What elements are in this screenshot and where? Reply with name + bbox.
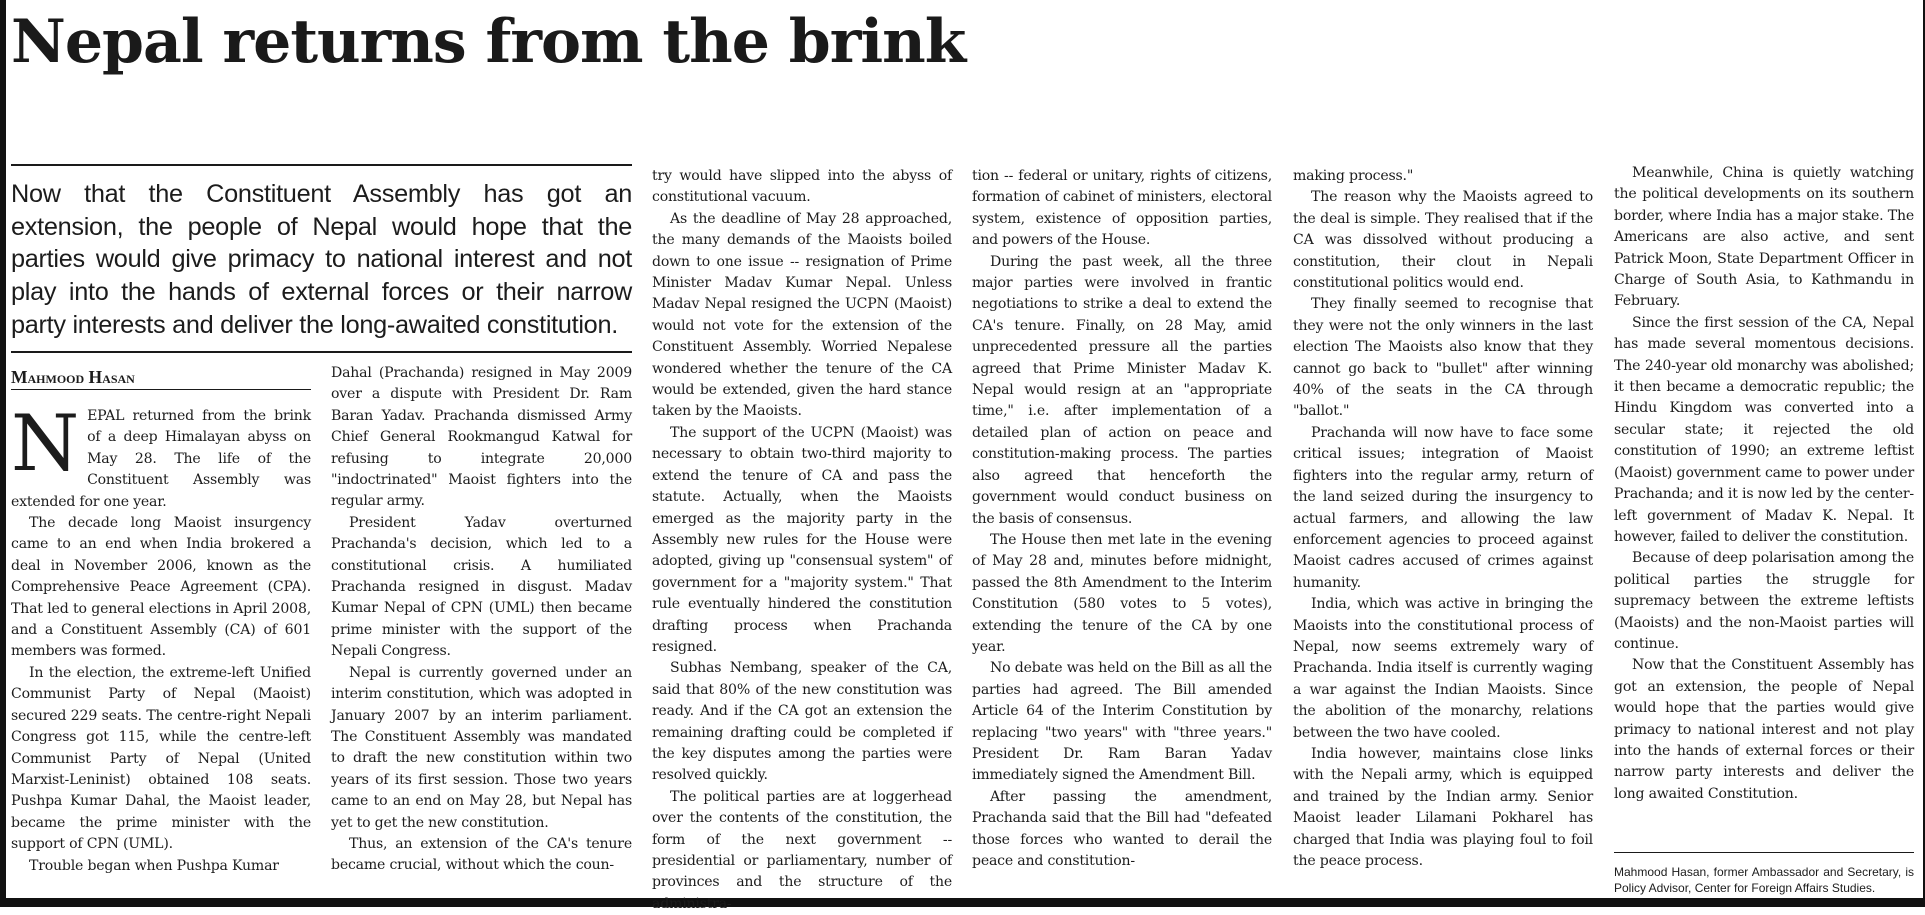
article-column-2 bbox=[331, 363, 632, 898]
headline: Nepal returns from the brink bbox=[11, 7, 966, 77]
article-paragraph: Subhas Nembang, speaker of the CA, said that 80% of the new constitution was ready. And if the CA got an extension the remaining drafting could be completed if the key disputes among the parties were resolved quickly. bbox=[652, 660, 952, 784]
author-note: Mahmood Hasan, former Ambassador and Secretary, is Policy Advisor, Center for Foreign Affairs Studies. bbox=[1614, 865, 1914, 895]
article-paragraph: Now that the Constituent Assembly has got an extension, the people of Nepal would hope that the parties would give primacy to national interest and not play into the hands of external forces or their narrow party interests and deliver the long awaited Constitution. bbox=[1614, 657, 1914, 802]
article-paragraph: The House then met late in the evening of May 28 and, minutes before midnight, passed the 8th Amendment to the Interim Constitution (580 votes to 5 votes), extending the tenure of the CA by one year. bbox=[972, 531, 1272, 655]
article-paragraph: After passing the amendment, Prachanda said that the Bill had "defeated those forces who wanted to derail the peace and constitution- bbox=[972, 788, 1272, 869]
article-paragraph: making process." bbox=[1293, 168, 1414, 184]
article-paragraph: As the deadline of May 28 approached, the many demands of the Maoists boiled down to one issue -- resignation of Prime Minister Madav Kumar Nepal. Unless Madav Nepal resigned the UCPN (Maoist) would not vote for the extension of the Constituent Assembly. Worried Nepalese wondered whether the tenure of the CA would be extended, given the hard stance taken by the Maoists. bbox=[652, 210, 952, 420]
page-left-border bbox=[0, 0, 6, 907]
article-paragraph: India however, maintains close links with the Nepali army, which is equipped and trained by the Indian army. Senior Maoist leader Lilamani Pokharel has charged that India was playing foul to foil the peace process. bbox=[1293, 745, 1593, 869]
article-paragraph: Since the first session of the CA, Nepal has made several momentous decisions. The 240-year old monarchy was abolished; it then became a democratic republic; the Hindu Kingdom was converted into a secular state; it rejected the old constitution of 1990; an extreme leftist (Maoist) government came to power under Prachanda; and it is now led by the center-left government of Madav K. Nepal. It however, failed to deliver the constitution. bbox=[1614, 314, 1914, 545]
article-paragraph: NEPAL returned from the brink of a deep Himalayan abyss on May 28. The life of the Constituent Assembly was extended for one year. bbox=[11, 399, 311, 510]
article-paragraph: Prachanda will now have to face some critical issues; integration of Maoist fighters into the regular army, return of the land seized during the insurgency to actual farmers, and allowing the law enforcement agencies to proceed against Maoist cadres accused of crimes against humanity. bbox=[1293, 424, 1593, 591]
article-column-1 bbox=[11, 399, 311, 898]
article-paragraph: The reason why the Maoists agreed to the deal is simple. They realised that if the CA was dissolved without producing a constitution, their clout in Nepali constitutional politics would end. bbox=[1293, 189, 1593, 292]
author-note-rule bbox=[1614, 852, 1914, 853]
article-paragraph: The political parties are at loggerhead over the contents of the constitution, the form of the next government -- presidential or parliamentary, number of provinces and the structure of the administra- bbox=[652, 788, 952, 912]
article-paragraph: Thus, an extension of the CA's tenure became crucial, without which the coun- bbox=[331, 835, 632, 874]
article-paragraph: tion -- federal or unitary, rights of citizens, formation of cabinet of ministers, electoral system, existence of opposition parties, and powers of the House. bbox=[972, 168, 1272, 249]
article-paragraph: The support of the UCPN (Maoist) was necessary to obtain two-third majority to extend the tenure of CA and pass the statute. Actually, when the Maoists emerged as the majority party in the Assembly new rules for the House were adopted, giving up "consensual system" of government for a "majority system." That rule eventually hindered the constitution drafting process when Prachanda resigned. bbox=[652, 424, 952, 655]
article-paragraph: President Yadav overturned Prachanda's decision, which led to a constitutional crisis. A humiliated Prachanda resigned in disgust. Madav Kumar Nepal of CPN (UML) then became prime minister with the support of the Nepali Congress. bbox=[331, 514, 632, 660]
byline: Mahmood Hasan bbox=[11, 367, 135, 387]
article-paragraph: In the election, the extreme-left Unified Communist Party of Nepal (Maoist) secured 229 seats. The centre-right Nepali Congress got 115, while the centre-left Communist Party of Nepal (United Marxist-Leninist) obtained 108 seats. Pushpa Kumar Dahal, the Maoist leader, became the prime minister with the support of CPN (UML). bbox=[11, 664, 311, 853]
standfirst-top-rule bbox=[11, 164, 632, 166]
article-column-5 bbox=[1293, 166, 1593, 898]
article-paragraph: The decade long Maoist insurgency came to an end when India brokered a deal in November 2006, known as the Comprehensive Peace Agreement (CPA). That led to general elections in April 2008, and a Constituent Assembly (CA) of 601 members was formed. bbox=[11, 515, 311, 660]
article-column-3 bbox=[652, 166, 952, 912]
article-paragraph: No debate was held on the Bill as all the parties had agreed. The Bill amended Article 64 of the Interim Constitution by replacing "two years" with "three years." President Dr. Ram Baran Yadav immediately signed the Amendment Bill. bbox=[972, 660, 1272, 784]
article-paragraph: Dahal (Prachanda) resigned in May 2009 over a dispute with President Dr. Ram Baran Yadav. Prachanda dismissed Army Chief General Rookmangud Katwal for refusing to integrate 20,000 "indoctrinated" Maoist fighters into the regular army. bbox=[331, 365, 632, 510]
article-paragraph: During the past week, all the three major parties were involved in frantic negotiations to strike a deal to extend the CA's tenure. Finally, on 28 May, amid unprecedented pressure all the parties agreed that Prime Minister Madav K. Nepal would resign at an "appropriate time," i.e. after implementation of a detailed plan of action on peace and constitution-making process. The parties also agreed that henceforth the government would conduct business on the basis of consensus. bbox=[972, 253, 1272, 527]
article-paragraph: try would have slipped into the abyss of constitutional vacuum. bbox=[652, 168, 952, 206]
byline-rule bbox=[11, 389, 311, 390]
article-paragraph: Nepal is currently governed under an interim constitution, which was adopted in January 2007 by an interim parliament. The Constituent Assembly was mandated to draft the new constitution within two years of its first session. Those two years came to an end on May 28, but Nepal has yet to get the new constitution. bbox=[331, 664, 632, 831]
article-paragraph: Meanwhile, China is quietly watching the political developments on its southern border, where India has a major stake. The Americans are also active, and sent Patrick Moon, State Department Officer in Charge of South Asia, to Kathmandu in February. bbox=[1614, 165, 1914, 310]
article-column-4 bbox=[972, 166, 1272, 898]
standfirst: Now that the Constituent Assembly has got an extension, the people of Nepal would hope that the parties would give primacy to national interest and not play into the hands of external forces or their narrow party interests and deliver the long-awaited constitution. bbox=[11, 180, 632, 339]
article-paragraph: Trouble began when Pushpa Kumar bbox=[29, 857, 279, 874]
article-column-6 bbox=[1614, 163, 1914, 847]
standfirst-bottom-rule bbox=[11, 351, 632, 353]
drop-cap: N bbox=[11, 399, 80, 489]
article-paragraph: Because of deep polarisation among the political parties the struggle for supremacy between the extreme leftists (Maoists) and the non-Maoist parties will continue. bbox=[1614, 550, 1914, 652]
page-bottom-border bbox=[0, 898, 1925, 907]
article-paragraph: India, which was active in bringing the Maoists into the constitutional process of Nepal, now seems extremely wary of Prachanda. India itself is currently waging a war against the Indian Maoists. Since the abolition of the monarchy, relations between the two have cooled. bbox=[1293, 596, 1593, 741]
article-paragraph: They finally seemed to recognise that they were not the only winners in the last election The Maoists also know that they cannot go back to "bullet" after winning 40% of the seats in the CA through "ballot." bbox=[1293, 296, 1593, 420]
